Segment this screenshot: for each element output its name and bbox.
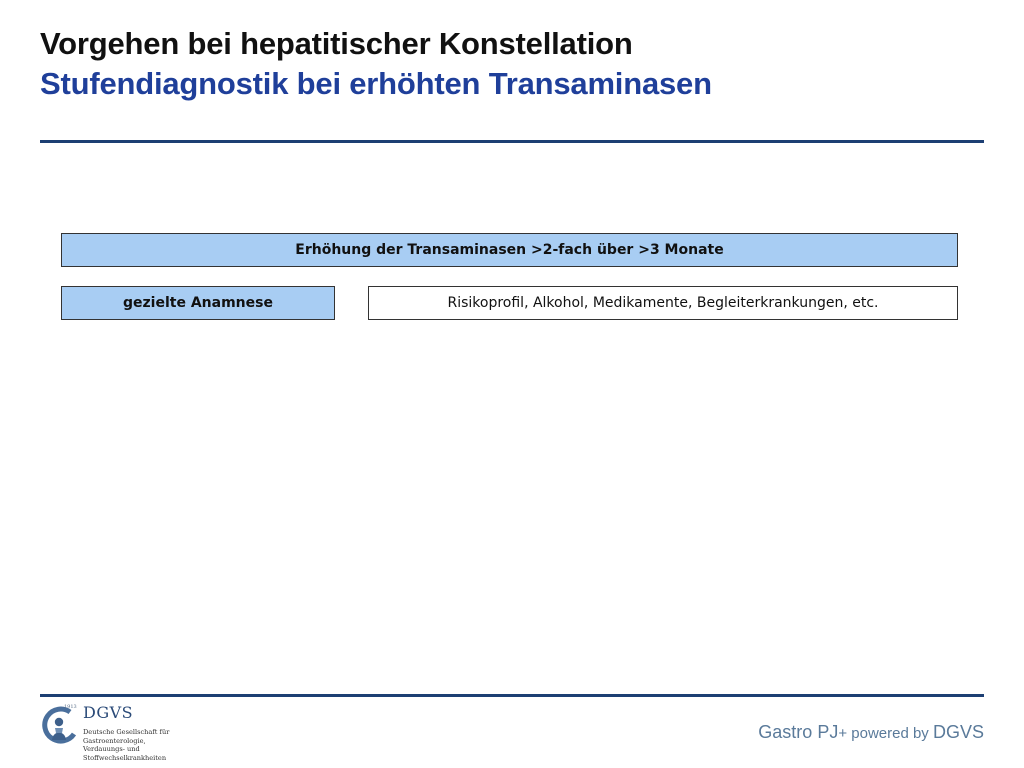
anamnesis-detail-text: Risikoprofil, Alkohol, Medikamente, Begleiterkrankungen, etc. [447,295,879,311]
dgvs-emblem-icon [40,706,78,746]
brand-org: DGVS [932,722,984,742]
dgvs-logo [40,704,180,764]
logo-name: DGVS [83,703,134,722]
logo-year: 1913 [64,704,77,710]
brand-plus: + [838,725,848,742]
anamnesis-box [61,286,335,320]
slide-title: Vorgehen bei hepatitischer Konstellation [40,26,633,61]
anamnesis-label: gezielte Anamnese [123,295,273,311]
logo-line: Verdauungs- und [83,745,140,754]
slide-subtitle: Stufendiagnostik bei erhöhten Transaminasen [40,66,712,101]
footer-brand [758,722,984,743]
logo-society-name [83,728,169,762]
criterion-box [61,233,958,267]
logo-line: Deutsche Gesellschaft für [83,728,170,736]
logo-line: Stoffwechselkrankheiten [83,753,167,762]
footer-divider [40,694,984,697]
brand-main: Gastro PJ [758,722,839,742]
criterion-text: Erhöhung der Transaminasen >2-fach über >3 Monate [295,242,724,258]
header-divider [40,140,984,143]
logo-line: Gastroenterologie, [83,736,146,745]
brand-powered: powered by [847,725,933,742]
anamnesis-detail-box [368,286,958,320]
